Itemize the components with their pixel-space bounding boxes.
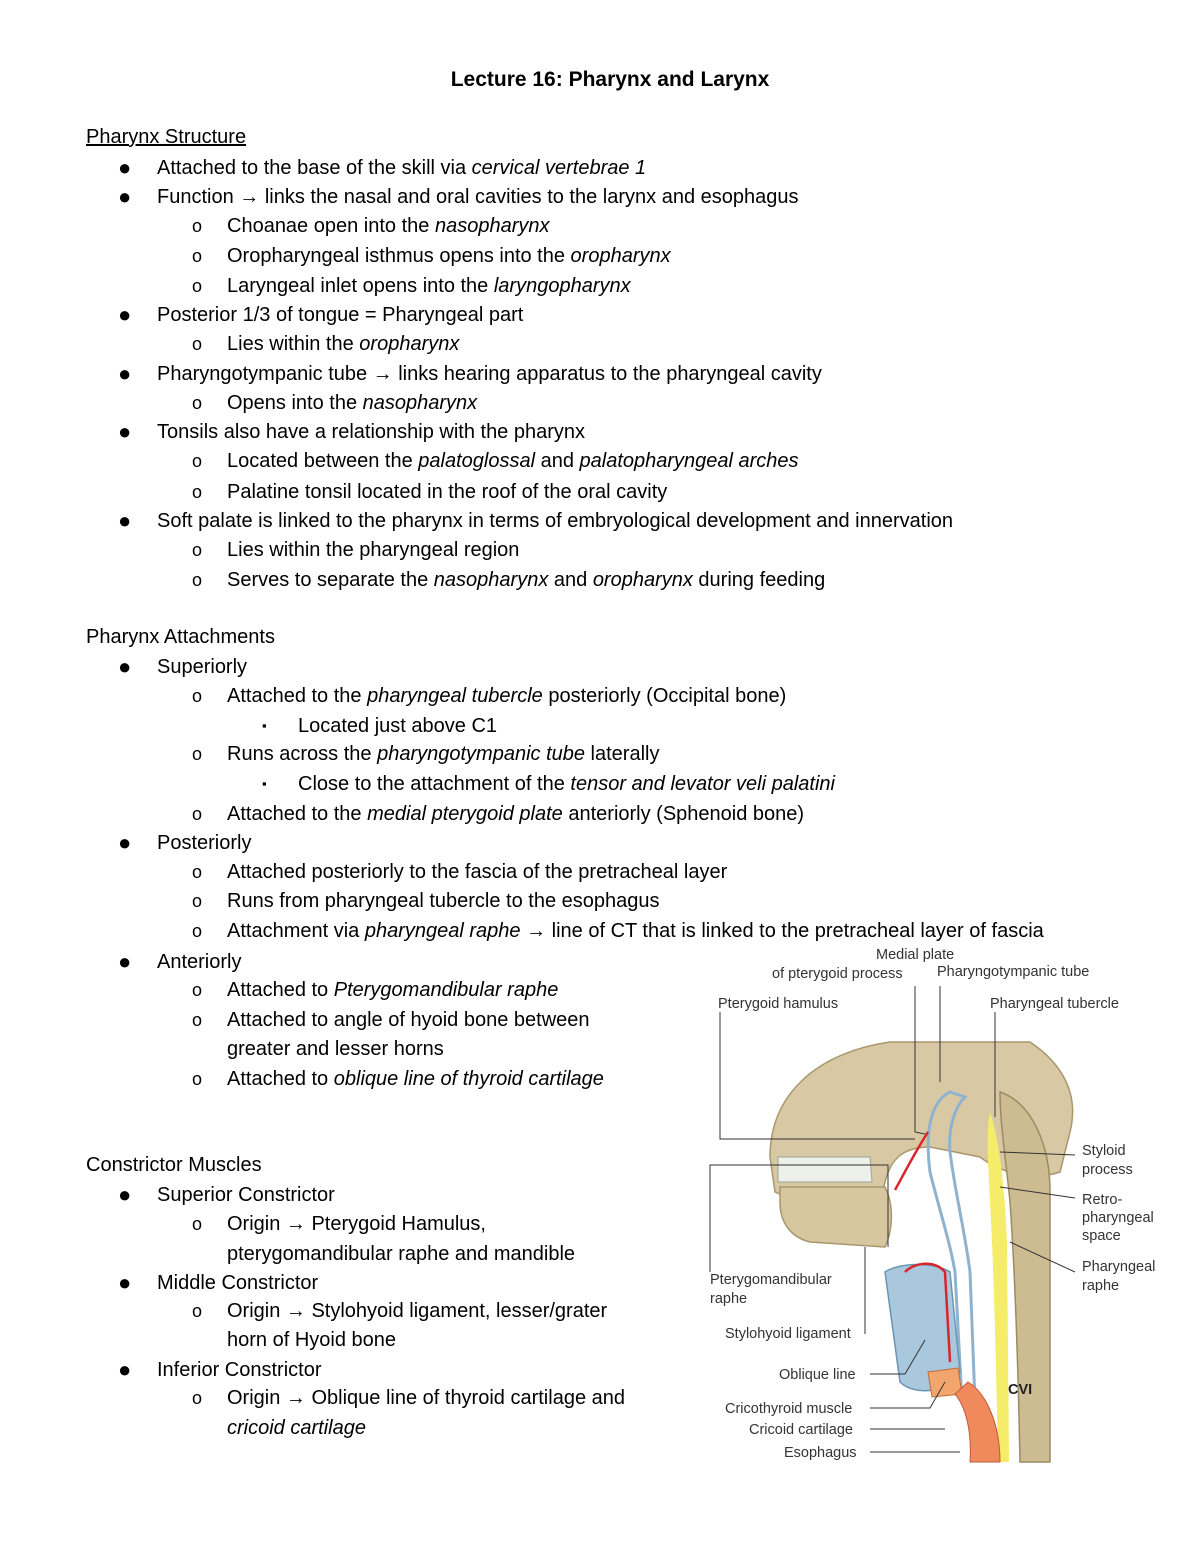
circle-marker: o — [192, 216, 203, 236]
circle-marker: o — [192, 744, 203, 764]
circle-marker: o — [192, 804, 203, 824]
bullet-marker: ● — [118, 155, 132, 180]
list-item: Tonsils also have a relationship with the pharynx — [157, 421, 586, 443]
section-heading-structure: Pharynx Structure — [86, 126, 247, 148]
list-item: Attached posteriorly to the fascia of the pretracheal layer — [227, 861, 728, 883]
bullet-marker: ● — [118, 654, 132, 679]
list-item-continuation: horn of Hyoid bone — [227, 1329, 397, 1351]
label-retro-3: space — [1082, 1228, 1121, 1244]
list-item: Runs across the pharyngotympanic tube laterally — [227, 743, 660, 765]
list-item: Located between the palatoglossal and palatopharyngeal arches — [227, 450, 799, 472]
list-item: Serves to separate the nasopharynx and oropharynx during feeding — [227, 569, 826, 591]
list-item: Lies within the oropharynx — [227, 333, 460, 355]
list-item-continuation: pterygomandibular raphe and mandible — [227, 1243, 576, 1265]
list-item: Attached to angle of hyoid bone between — [227, 1009, 590, 1031]
list-item: Close to the attachment of the tensor and levator veli palatini — [298, 773, 835, 795]
circle-marker: o — [192, 1388, 203, 1408]
label-stylohyoid: Stylohyoid ligament — [725, 1326, 851, 1342]
list-item: Choanae open into the nasopharynx — [227, 215, 550, 237]
list-item: Superior Constrictor — [157, 1184, 335, 1206]
pharynx-anatomy-figure — [700, 942, 1170, 1472]
list-item: Attached to the pharyngeal tubercle posteriorly (Occipital bone) — [227, 685, 787, 707]
circle-marker: o — [192, 276, 203, 296]
circle-marker: o — [192, 921, 203, 941]
square-marker: ▪ — [262, 776, 267, 791]
label-styloid: Styloid — [1082, 1143, 1126, 1159]
list-item: Attached to Pterygomandibular raphe — [227, 979, 559, 1001]
list-item: Origin → Pterygoid Hamulus, — [227, 1213, 486, 1235]
page-title: Lecture 16: Pharynx and Larynx — [450, 68, 770, 91]
list-item: Pharyngotympanic tube → links hearing apparatus to the pharyngeal cavity — [157, 363, 822, 385]
label-styloid-2: process — [1082, 1162, 1133, 1178]
label-cricothyroid: Cricothyroid muscle — [725, 1401, 853, 1417]
list-item: Oropharyngeal isthmus opens into the oropharynx — [227, 245, 671, 267]
list-item: Posterior 1/3 of tongue = Pharyngeal part — [157, 304, 524, 326]
list-item: Attached to oblique line of thyroid cartilage — [227, 1068, 604, 1090]
section-heading-constrictors: Constrictor Muscles — [86, 1154, 262, 1176]
bullet-marker: ● — [118, 361, 132, 386]
list-item: Attached to the medial pterygoid plate anteriorly (Sphenoid bone) — [227, 803, 805, 825]
list-item: Posteriorly — [157, 832, 252, 854]
bullet-marker: ● — [118, 949, 132, 974]
label-pterygomandibular-2: raphe — [710, 1291, 748, 1307]
bullet-marker: ● — [118, 184, 132, 209]
circle-marker: o — [192, 246, 203, 266]
list-item-continuation: greater and lesser horns — [227, 1038, 444, 1060]
label-pharyngeal-tubercle: Pharyngeal tubercle — [990, 996, 1119, 1012]
list-item: Origin → Oblique line of thyroid cartilage and — [227, 1387, 625, 1409]
list-item: Superiorly — [157, 656, 248, 678]
circle-marker: o — [192, 1214, 203, 1234]
list-item: Soft palate is linked to the pharynx in terms of embryological development and innervation — [157, 510, 954, 532]
esophagus-shape — [955, 1382, 1000, 1462]
label-retro: Retro- — [1082, 1192, 1123, 1208]
circle-marker: o — [192, 686, 203, 706]
label-cvi: CVI — [1008, 1382, 1033, 1398]
circle-marker: o — [192, 570, 203, 590]
bullet-marker: ● — [118, 302, 132, 327]
list-item-continuation: cricoid cartilage — [227, 1417, 366, 1439]
label-pharyngotympanic-tube: Pharyngotympanic tube — [937, 964, 1090, 980]
label-pharyngeal-raphe-2: raphe — [1082, 1278, 1120, 1294]
label-medial-plate-2: of pterygoid process — [772, 966, 903, 982]
list-item: Laryngeal inlet opens into the laryngopharynx — [227, 275, 631, 297]
list-item: Origin → Stylohyoid ligament, lesser/grater — [227, 1300, 608, 1322]
bullet-marker: ● — [118, 1270, 132, 1295]
list-item: Anteriorly — [157, 951, 242, 973]
circle-marker: o — [192, 393, 203, 413]
circle-marker: o — [192, 1069, 203, 1089]
circle-marker: o — [192, 1010, 203, 1030]
label-pharyngeal-raphe: Pharyngeal — [1082, 1259, 1156, 1275]
list-item: Opens into the nasopharynx — [227, 392, 478, 414]
bullet-marker: ● — [118, 1357, 132, 1382]
mandible-shape — [780, 1187, 891, 1247]
label-retro-2: pharyngeal — [1082, 1210, 1154, 1226]
list-item: Attached to the base of the skill via cervical vertebrae 1 — [157, 157, 647, 179]
bullet-marker: ● — [118, 419, 132, 444]
bullet-marker: ● — [118, 830, 132, 855]
section-heading-attachments: Pharynx Attachments — [86, 626, 275, 648]
circle-marker: o — [192, 891, 203, 911]
circle-marker: o — [192, 451, 203, 471]
label-medial-plate: Medial plate — [876, 947, 955, 963]
list-item: Inferior Constrictor — [157, 1359, 322, 1381]
square-marker: ▪ — [262, 718, 267, 733]
label-pterygomandibular: Pterygomandibular — [710, 1272, 832, 1288]
list-item: Located just above C1 — [298, 715, 498, 737]
circle-marker: o — [192, 1301, 203, 1321]
circle-marker: o — [192, 980, 203, 1000]
list-item: Function → links the nasal and oral cavities to the larynx and esophagus — [157, 186, 799, 208]
label-oblique-line: Oblique line — [779, 1367, 856, 1383]
list-item: Attachment via pharyngeal raphe → line of CT that is linked to the pretracheal layer of fascia — [227, 920, 1044, 942]
circle-marker: o — [192, 482, 203, 502]
list-item: Palatine tonsil located in the roof of the oral cavity — [227, 481, 668, 503]
teeth-shape — [778, 1157, 872, 1182]
list-item: Runs from pharyngeal tubercle to the esophagus — [227, 890, 660, 912]
circle-marker: o — [192, 334, 203, 354]
circle-marker: o — [192, 540, 203, 560]
label-esophagus: Esophagus — [784, 1445, 857, 1461]
bullet-marker: ● — [118, 508, 132, 533]
label-cricoid: Cricoid cartilage — [749, 1422, 853, 1438]
circle-marker: o — [192, 862, 203, 882]
list-item: Middle Constrictor — [157, 1272, 319, 1294]
label-pterygoid-hamulus: Pterygoid hamulus — [718, 996, 839, 1012]
list-item: Lies within the pharyngeal region — [227, 539, 520, 561]
bullet-marker: ● — [118, 1182, 132, 1207]
